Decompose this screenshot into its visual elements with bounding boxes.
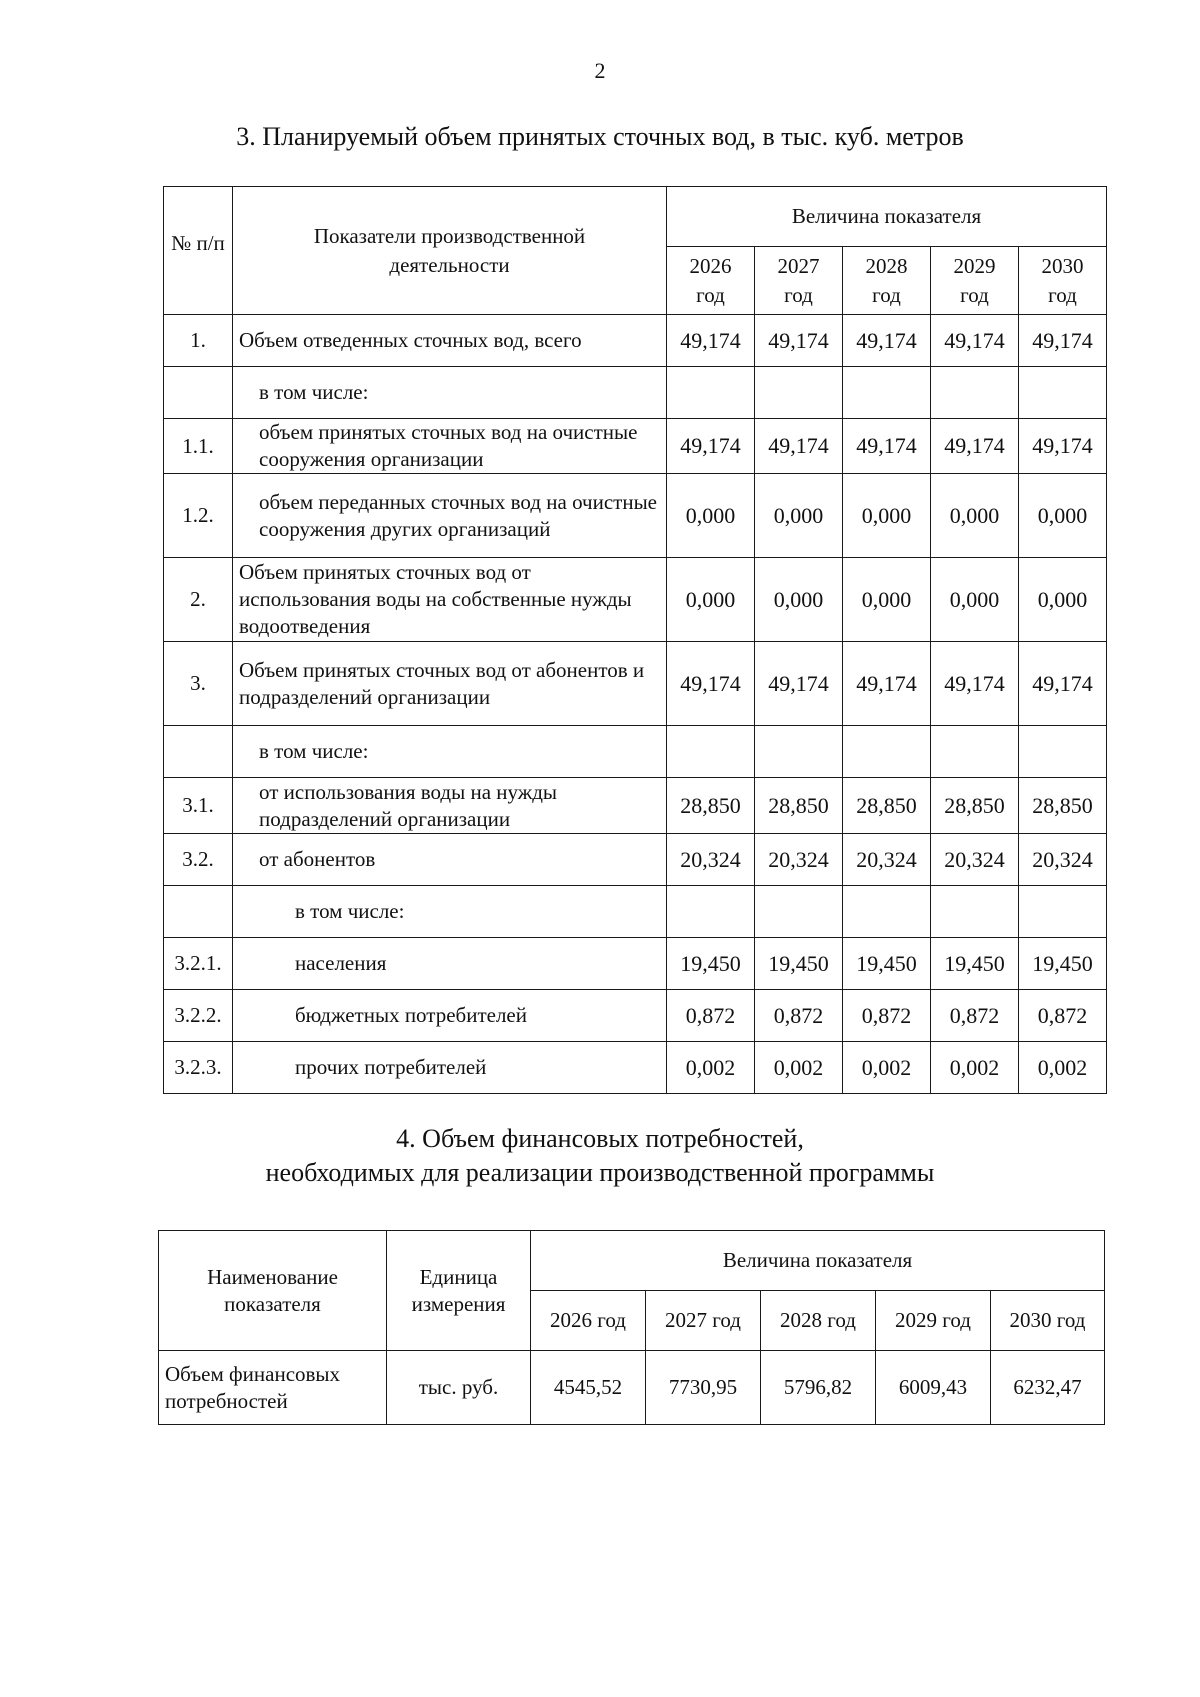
- header-year: 2026 год: [667, 247, 755, 315]
- row-value: 0,002: [931, 1042, 1019, 1094]
- row-value: 6232,47: [991, 1351, 1105, 1425]
- row-number: 2.: [164, 558, 233, 642]
- row-value: 0,002: [667, 1042, 755, 1094]
- row-value: 5796,82: [761, 1351, 876, 1425]
- row-indicator: Объем принятых сточных вод от использования воды на собственные нужды водоотведения: [233, 558, 667, 642]
- header-year: 2028 год: [761, 1291, 876, 1351]
- row-value: 28,850: [755, 778, 843, 834]
- row-indicator: от абонентов: [233, 834, 667, 886]
- row-number: 3.2.1.: [164, 938, 233, 990]
- row-value: 0,000: [843, 474, 931, 558]
- row-value: 0,872: [1019, 990, 1107, 1042]
- row-number: 3.2.3.: [164, 1042, 233, 1094]
- row-value: 0,000: [1019, 474, 1107, 558]
- row-value: 0,000: [667, 474, 755, 558]
- header-value: Величина показателя: [531, 1231, 1105, 1291]
- row-value: 49,174: [667, 642, 755, 726]
- row-value: 49,174: [755, 315, 843, 367]
- section-4-title-line2: необходимых для реализации производственной программы: [265, 1158, 935, 1187]
- row-value: 49,174: [843, 315, 931, 367]
- row-value: [1019, 726, 1107, 778]
- row-value: 49,174: [1019, 642, 1107, 726]
- table-row: [164, 642, 1107, 726]
- row-indicator: бюджетных потребителей: [233, 990, 667, 1042]
- page-number: 2: [594, 58, 606, 83]
- row-value: [667, 886, 755, 938]
- row-value: 49,174: [755, 642, 843, 726]
- row-value: 0,000: [755, 474, 843, 558]
- row-number: 3.2.2.: [164, 990, 233, 1042]
- row-number: [164, 367, 233, 419]
- row-value: 28,850: [667, 778, 755, 834]
- table-row: [159, 1351, 1105, 1425]
- row-value: 0,872: [667, 990, 755, 1042]
- row-indicator: от использования воды на нужды подразделений организации: [233, 778, 667, 834]
- row-number: 1.1.: [164, 419, 233, 474]
- row-value: 19,450: [931, 938, 1019, 990]
- table-row: [164, 558, 1107, 642]
- row-value: 0,872: [755, 990, 843, 1042]
- row-number: [164, 886, 233, 938]
- row-value: [667, 367, 755, 419]
- row-number: 1.: [164, 315, 233, 367]
- header-name: Наименование показателя: [159, 1231, 387, 1351]
- row-value: 19,450: [755, 938, 843, 990]
- row-value: 0,000: [931, 474, 1019, 558]
- header-year: 2027 год: [755, 247, 843, 315]
- row-value: [843, 726, 931, 778]
- row-number: 1.2.: [164, 474, 233, 558]
- row-value: 0,000: [755, 558, 843, 642]
- row-value: 0,000: [667, 558, 755, 642]
- table-row: [164, 886, 1107, 938]
- row-value: 0,000: [843, 558, 931, 642]
- row-value: [931, 367, 1019, 419]
- wastewater-volume-table: [163, 186, 1107, 1094]
- row-value: [843, 367, 931, 419]
- row-indicator: объем переданных сточных вод на очистные сооружения других организаций: [233, 474, 667, 558]
- table-row: [164, 834, 1107, 886]
- row-value: 0,002: [843, 1042, 931, 1094]
- row-value: 49,174: [843, 419, 931, 474]
- header-year: 2027 год: [646, 1291, 761, 1351]
- row-name: Объем финансовых потребностей: [159, 1351, 387, 1425]
- row-value: 6009,43: [876, 1351, 991, 1425]
- row-value: 28,850: [1019, 778, 1107, 834]
- row-value: 19,450: [1019, 938, 1107, 990]
- row-value: 0,002: [1019, 1042, 1107, 1094]
- row-value: 28,850: [931, 778, 1019, 834]
- row-indicator: объем принятых сточных вод на очистные сооружения организации: [233, 419, 667, 474]
- financial-needs-table: [158, 1230, 1105, 1425]
- table-row: [164, 474, 1107, 558]
- row-value: [1019, 367, 1107, 419]
- row-value: 49,174: [931, 315, 1019, 367]
- row-value: 49,174: [931, 419, 1019, 474]
- row-value: 19,450: [843, 938, 931, 990]
- row-value: 19,450: [667, 938, 755, 990]
- section-4-title-line1: 4. Объем финансовых потребностей,: [396, 1124, 804, 1153]
- table-row: [164, 778, 1107, 834]
- row-value: [1019, 886, 1107, 938]
- row-value: 49,174: [1019, 419, 1107, 474]
- row-value: 7730,95: [646, 1351, 761, 1425]
- row-value: [755, 886, 843, 938]
- row-number: 3.1.: [164, 778, 233, 834]
- row-number: [164, 726, 233, 778]
- row-value: 49,174: [1019, 315, 1107, 367]
- header-year: 2026 год: [531, 1291, 646, 1351]
- row-indicator: Объем принятых сточных вод от абонентов и подразделений организации: [233, 642, 667, 726]
- header-value: Величина показателя: [667, 187, 1107, 247]
- row-value: 4545,52: [531, 1351, 646, 1425]
- row-value: 0,872: [931, 990, 1019, 1042]
- row-value: [843, 886, 931, 938]
- header-indicator: Показатели производственной деятельности: [233, 187, 667, 315]
- header-num: № п/п: [164, 187, 233, 315]
- row-number: 3.: [164, 642, 233, 726]
- row-value: 49,174: [667, 419, 755, 474]
- table-row: [164, 315, 1107, 367]
- section-3-title: 3. Планируемый объем принятых сточных вод, в тыс. куб. метров: [236, 122, 964, 151]
- row-unit: тыс. руб.: [387, 1351, 531, 1425]
- row-value: 20,324: [667, 834, 755, 886]
- header-year: 2029 год: [876, 1291, 991, 1351]
- row-value: 0,000: [931, 558, 1019, 642]
- row-value: 20,324: [755, 834, 843, 886]
- header-year: 2030 год: [991, 1291, 1105, 1351]
- row-value: [755, 367, 843, 419]
- row-indicator: Объем отведенных сточных вод, всего: [233, 315, 667, 367]
- header-year: 2028 год: [843, 247, 931, 315]
- row-value: 49,174: [843, 642, 931, 726]
- row-value: [755, 726, 843, 778]
- header-year: 2030 год: [1019, 247, 1107, 315]
- row-indicator: в том числе:: [233, 367, 667, 419]
- table-row: [164, 419, 1107, 474]
- row-value: 49,174: [667, 315, 755, 367]
- header-year: 2029 год: [931, 247, 1019, 315]
- table-row: [164, 367, 1107, 419]
- row-indicator: в том числе:: [233, 726, 667, 778]
- table-row: [164, 726, 1107, 778]
- row-value: 0,002: [755, 1042, 843, 1094]
- section-4-title: [0, 1122, 1200, 1190]
- row-value: 49,174: [931, 642, 1019, 726]
- table-row: [164, 1042, 1107, 1094]
- row-number: 3.2.: [164, 834, 233, 886]
- row-value: 28,850: [843, 778, 931, 834]
- row-indicator: в том числе:: [233, 886, 667, 938]
- table-row: [164, 990, 1107, 1042]
- row-value: 0,000: [1019, 558, 1107, 642]
- row-indicator: населения: [233, 938, 667, 990]
- row-value: 20,324: [931, 834, 1019, 886]
- row-value: 49,174: [755, 419, 843, 474]
- row-value: [667, 726, 755, 778]
- row-value: [931, 886, 1019, 938]
- header-unit: Единица измерения: [387, 1231, 531, 1351]
- row-value: 0,872: [843, 990, 931, 1042]
- row-value: [931, 726, 1019, 778]
- row-value: 20,324: [1019, 834, 1107, 886]
- table-row: [164, 938, 1107, 990]
- row-value: 20,324: [843, 834, 931, 886]
- row-indicator: прочих потребителей: [233, 1042, 667, 1094]
